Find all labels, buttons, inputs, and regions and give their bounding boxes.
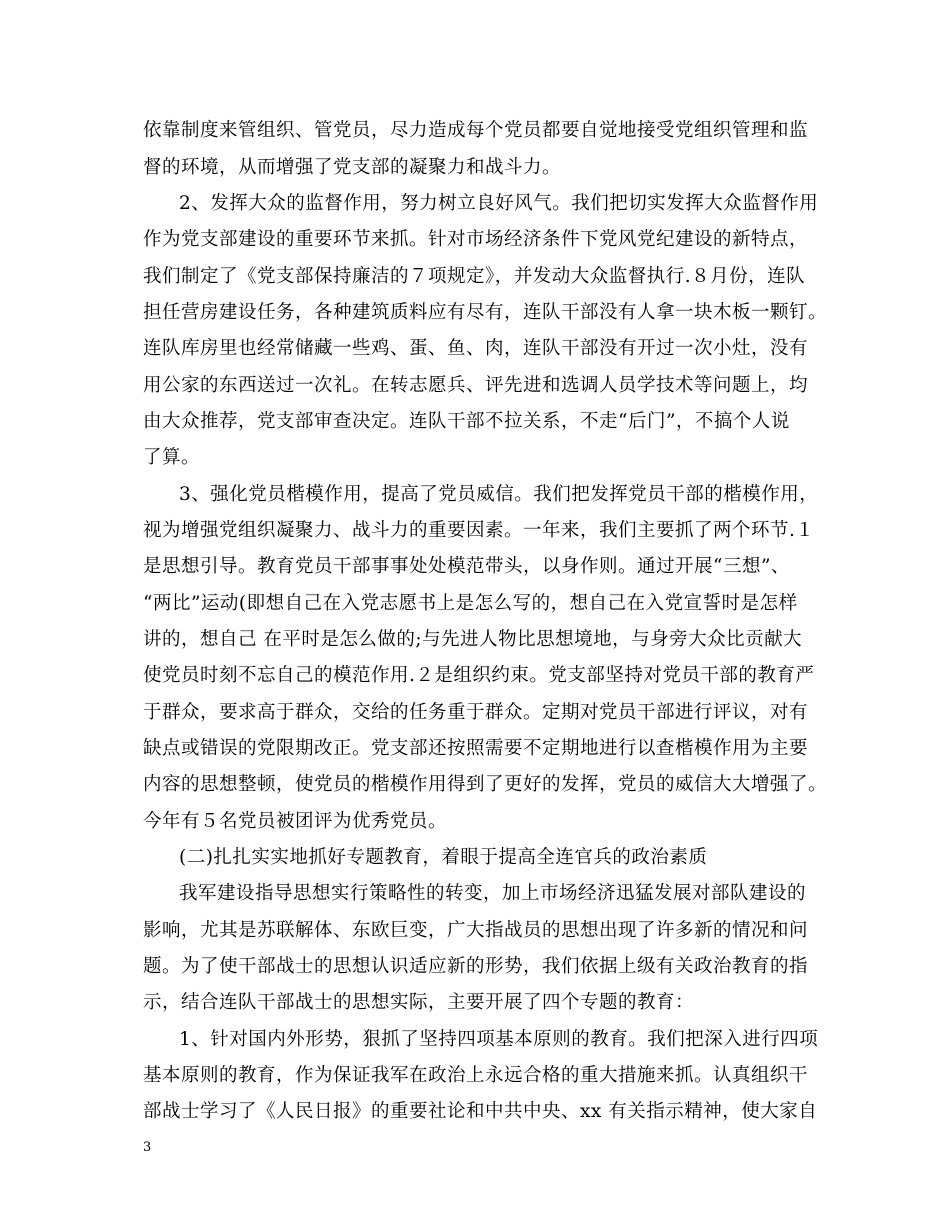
text-line: 基本原则的教育，作为保证我军在政治上永远合格的重大措施来抓。认真组织干 <box>143 1065 809 1086</box>
text-line: 1、针对国内外形势，狠抓了坚持四项基本原则的教育。我们把深入进行四项 <box>179 1029 819 1050</box>
page-number: 3 <box>143 1140 152 1155</box>
text-line: 我军建设指导思想实行策略性的转变，加上市场经济迅猛发展对部队建设的 <box>179 883 807 904</box>
text-line: “两比”运动(即想自己在入党志愿书上是怎么写的，想自己在入党宣誓时是怎样 <box>143 593 798 614</box>
text-line: 内容的思想整顿，使党员的楷模作用得到了更好的发挥，党员的威信大大增强了。 <box>143 774 828 795</box>
text-line: 督的环境，从而增强了党支部的凝聚力和战斗力。 <box>143 157 562 178</box>
text-line: 是思想引导。教育党员干部事事处处模范带头，以身作则。通过开展“三想”、 <box>143 556 790 577</box>
text-line: 3、强化党员楷模作用，提高了党员威信。我们把发挥党员干部的楷模作用， <box>179 484 819 505</box>
text-line: 讲的，想自己 在平时是怎么做的;与先进人物比思想境地，与身旁大众比贡献大 <box>143 629 803 650</box>
text-line: 使党员时刻不忘自己的模范作用.２是组织约束。党支部坚持对党员干部的教育严 <box>143 665 815 686</box>
text-line: 依靠制度来管组织、管党员，尽力造成每个党员都要自觉地接受党组织管理和监 <box>143 120 809 141</box>
text-line: 于群众，要求高于群众，交给的任务重于群众。定期对党员干部进行评议，对有 <box>143 702 809 723</box>
text-line: 示，结合连队干部战士的思想实际，主要开展了四个专题的教育： <box>143 992 695 1013</box>
text-line: 视为增强党组织凝聚力、战斗力的重要因素。一年来，我们主要抓了两个环节.１ <box>143 520 815 541</box>
text-line: 题。为了使干部战士的思想认识适应新的形势，我们依据上级有关政治教育的指 <box>143 956 809 977</box>
text-line: 连队库房里也经常储藏一些鸡、蛋、鱼、肉，连队干部没有开过一次小灶，没有 <box>143 338 809 359</box>
section-heading: (二)扎扎实实地抓好专题教育，着眼于提高全连官兵的政治素质 <box>179 847 708 868</box>
text-line: 影响，尤其是苏联解体、东欧巨变，广大指战员的思想出现了许多新的情况和问 <box>143 920 809 941</box>
text-line: 由大众推荐，党支部审查决定。连队干部不拉关系，不走“后门”，不搞个人说 <box>143 411 790 432</box>
text-line: 缺点或错误的党限期改正。党支部还按照需要不定期地进行以查楷模作用为主要 <box>143 738 809 759</box>
text-line: 作为党支部建设的重要环节来抓。针对市场经济条件下党风党纪建设的新特点， <box>143 229 809 250</box>
text-line: 2、发挥大众的监督作用，努力树立良好风气。我们把切实发挥大众监督作用 <box>179 193 819 214</box>
text-line: 担任营房建设任务，各种建筑质料应有尽有，连队干部没有人拿一块木板一颗钉。 <box>143 302 828 323</box>
text-line: 部战士学习了《人民日报》的重要社论和中共中央、xx 有关指示精神，使大家自 <box>143 1101 818 1122</box>
text-line: 我们制定了《党支部保持廉洁的７项规定》，并发动大众监督执行.８月份，连队 <box>143 266 806 287</box>
text-line: 了算。 <box>143 447 201 468</box>
text-line: 今年有５名党员被团评为优秀党员。 <box>143 811 448 832</box>
text-line: 用公家的东西送过一次礼。在转志愿兵、评先进和选调人员学技术等问题上，均 <box>143 375 809 396</box>
